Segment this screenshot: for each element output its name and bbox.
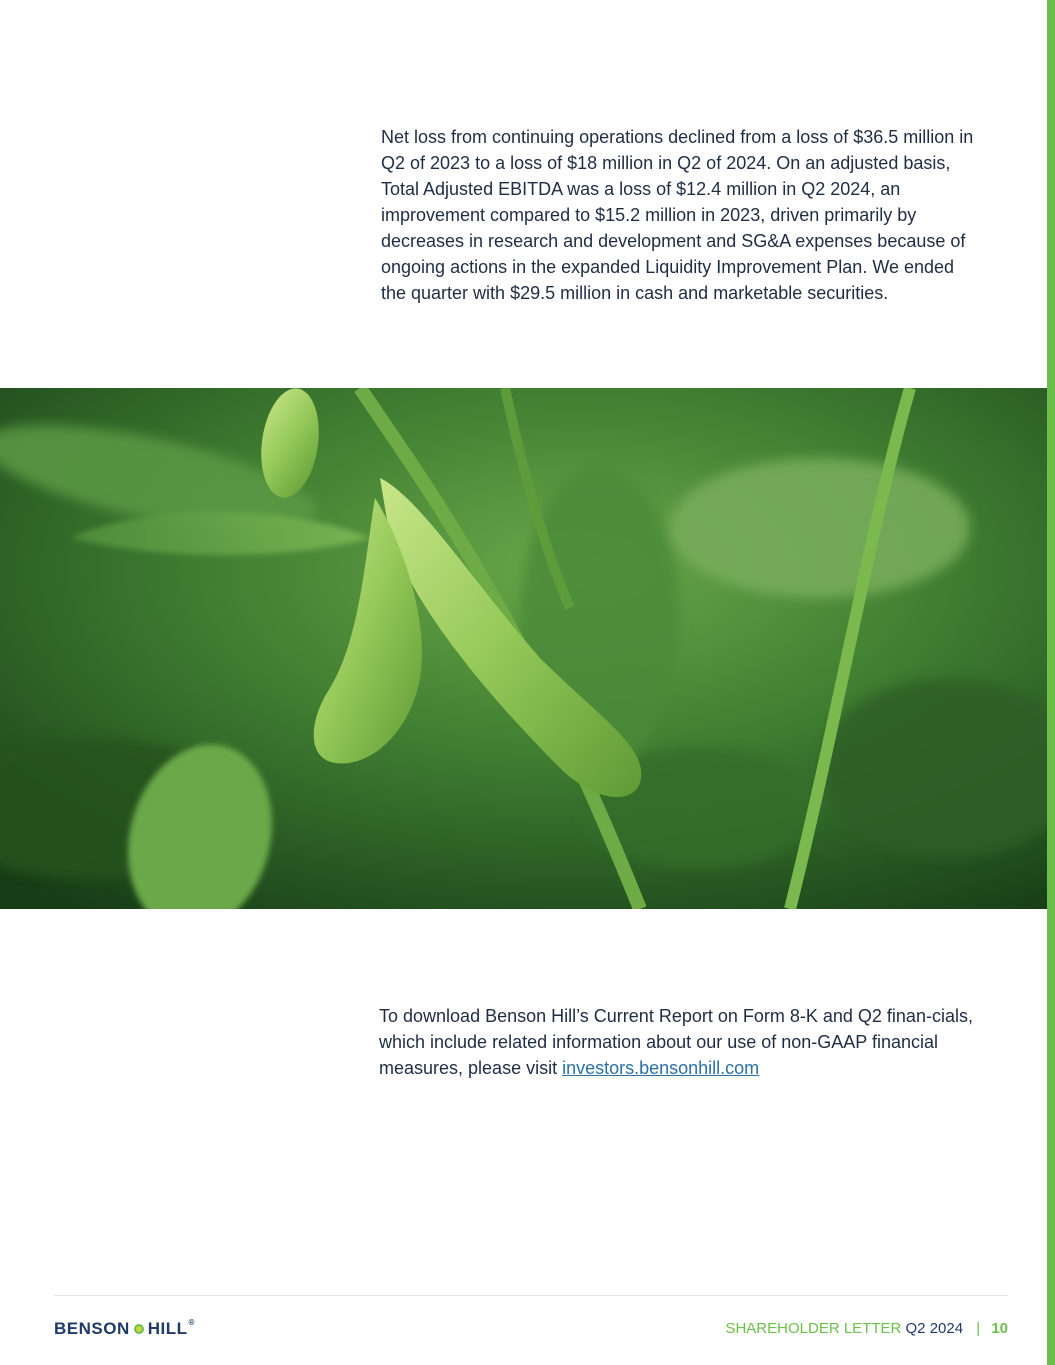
footer-period: Q2 2024	[905, 1320, 964, 1337]
footer-doc-title: SHAREHOLDER LETTER	[725, 1320, 902, 1337]
logo-registered-mark: ®	[188, 1318, 195, 1327]
logo-dot-icon	[134, 1324, 144, 1334]
logo-word-hill: HILL	[147, 1319, 188, 1338]
footer-separator: |	[976, 1320, 981, 1337]
footer-page-label	[725, 1320, 1008, 1337]
logo-word-benson: BENSON	[54, 1319, 130, 1338]
footer-divider	[54, 1295, 1008, 1296]
soybean-illustration	[0, 388, 1047, 909]
download-text: To download Benson Hill’s Current Report on Form 8-K and Q2 finan-cials, which include related information about our use of non-GAAP financial measures, please visit	[379, 1006, 973, 1078]
investors-link[interactable]: investors.bensonhill.com	[562, 1058, 760, 1078]
benson-hill-logo	[54, 1318, 195, 1340]
soybean-pods-photo	[0, 388, 1047, 909]
page-number: 10	[991, 1320, 1008, 1337]
summary-paragraph: Net loss from continuing operations declined from a loss of $36.5 million in Q2 of 2023 to a loss of $18 million in Q2 of 2024. On an adjusted basis, Total Adjusted EBITDA was a loss of $12.4 million in Q2 2024, an improvement compared to $15.2 million in 2023, driven primarily by decreases in research and development and SG&A expenses because of ongoing actions in the expanded Liquidity Improvement Plan. We ended the quarter with $29.5 million in cash and marketable securities.	[381, 127, 974, 303]
download-paragraph	[379, 1003, 979, 1081]
page-edge-green-bar	[1047, 0, 1055, 1365]
